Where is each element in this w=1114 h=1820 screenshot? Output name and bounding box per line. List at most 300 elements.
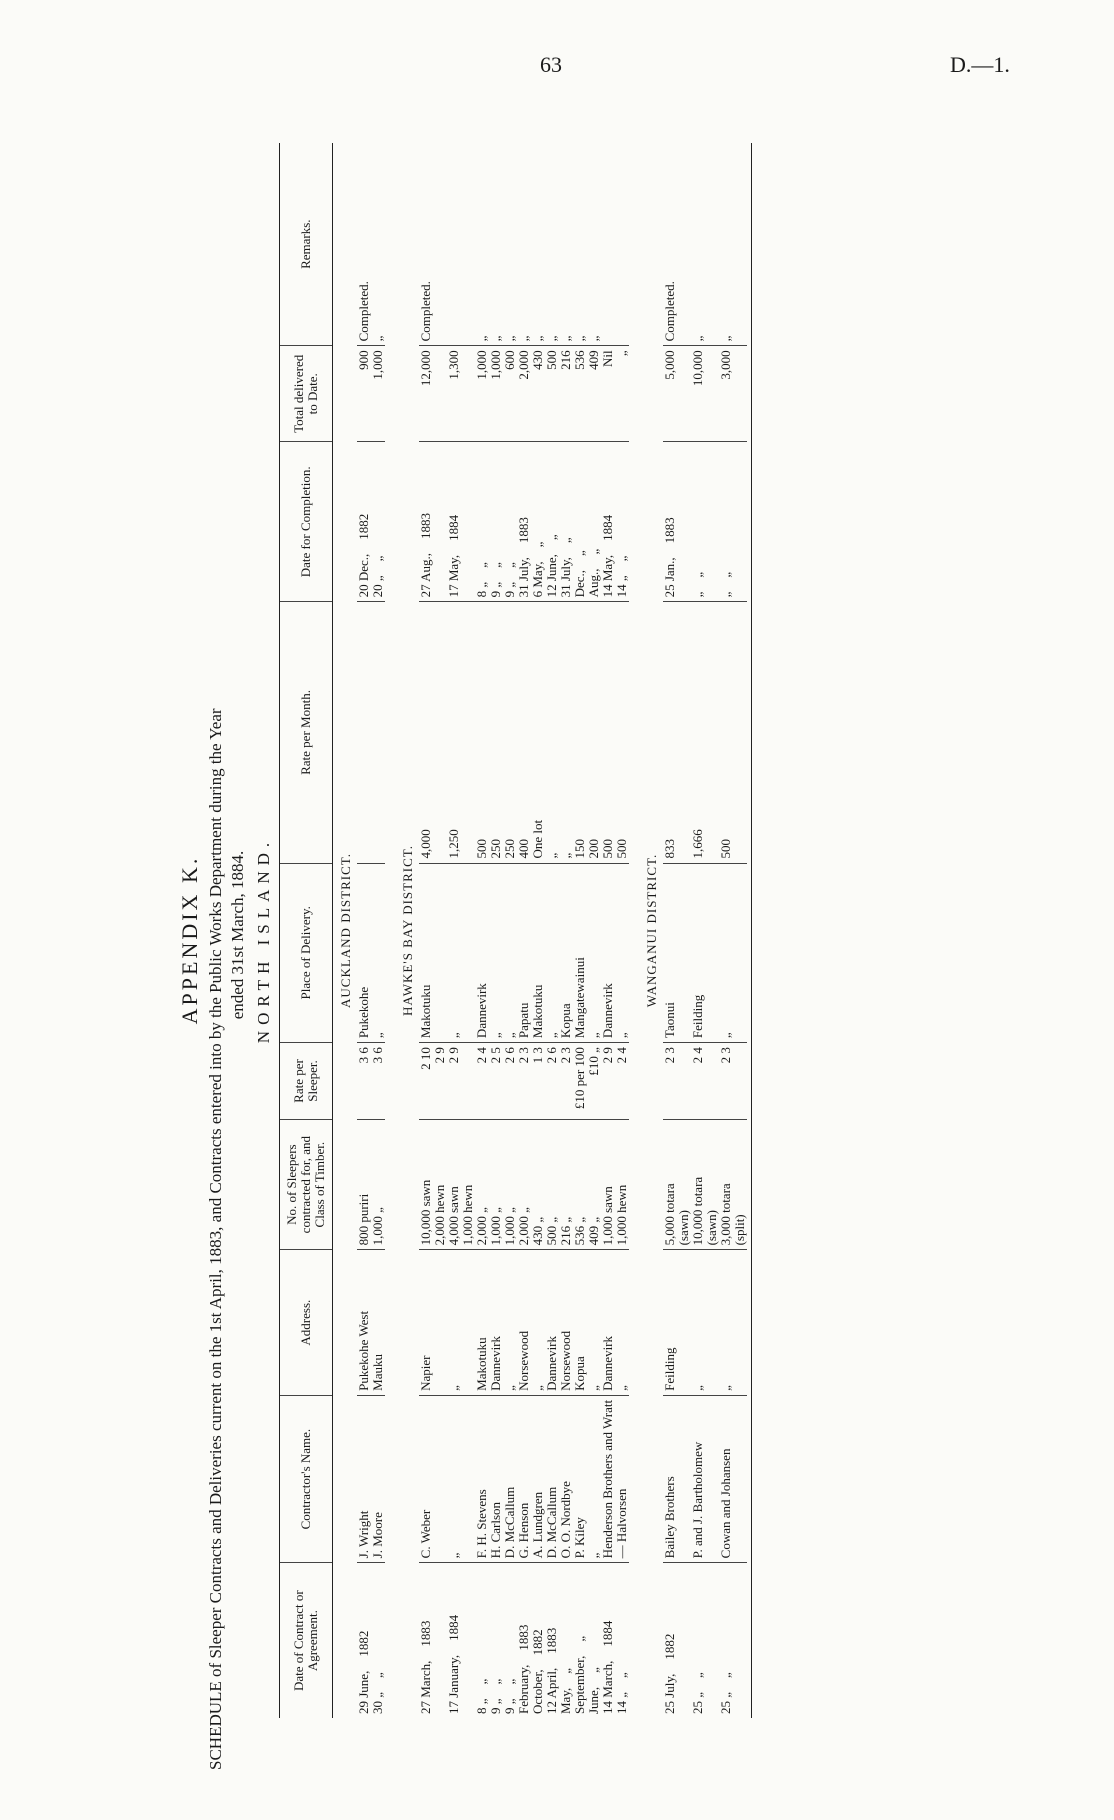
cell-completion-year: „ <box>572 550 587 556</box>
table-cell <box>531 1119 545 1250</box>
cell-rate-month: 500 <box>614 839 629 859</box>
cell-place: „ <box>370 1032 385 1039</box>
cell-sleepers: 10,000 totara <box>690 1176 705 1246</box>
table-cell <box>503 1119 517 1250</box>
cell-completion: 14 „ <box>614 575 629 598</box>
table-cell <box>587 863 601 1043</box>
table-cell <box>677 602 691 863</box>
table-cell <box>371 442 385 602</box>
table-cell <box>705 1043 719 1120</box>
table-cell <box>601 346 615 442</box>
cell-sleepers: 500 „ <box>544 1216 559 1246</box>
cell-rate: 3 6 <box>370 1047 385 1064</box>
table-cell <box>447 602 461 863</box>
table-cell <box>733 863 747 1043</box>
table-cell <box>461 442 475 602</box>
table-cell <box>559 143 573 346</box>
table-cell <box>461 863 475 1043</box>
table-cell <box>545 1119 559 1250</box>
cell-sleepers: 216 „ <box>558 1216 573 1246</box>
table-cell <box>573 1563 587 1718</box>
cell-year: „ <box>370 1672 385 1678</box>
table-cell <box>475 1250 489 1395</box>
table-cell <box>719 1250 733 1395</box>
cell-year: 1883 <box>544 1627 559 1654</box>
table-row <box>517 143 531 1718</box>
table-cell <box>489 442 503 602</box>
cell-year: „ <box>690 1672 705 1678</box>
cell-rate: 2 3 <box>558 1047 573 1064</box>
district-row <box>639 143 663 1718</box>
table-cell <box>531 1395 545 1562</box>
table-row <box>573 143 587 1718</box>
table-cell <box>601 1119 615 1250</box>
table-cell <box>601 1395 615 1562</box>
table-cell <box>419 1563 433 1718</box>
table-cell <box>733 1250 747 1395</box>
table-row <box>601 143 615 1718</box>
table-row <box>705 143 719 1718</box>
cell-contractor: „ <box>586 1552 601 1559</box>
table-cell <box>419 863 433 1043</box>
cell-total: Nil <box>600 350 615 367</box>
table-row <box>461 143 475 1718</box>
table-cell <box>677 1395 691 1562</box>
table-cell <box>489 143 503 346</box>
cell-year: 1882 <box>530 1629 545 1656</box>
cell-remarks: „ <box>474 335 489 342</box>
table-cell <box>719 143 733 346</box>
table-cell <box>447 1043 461 1120</box>
cell-rate: 2 9 <box>600 1047 615 1064</box>
cell-year: „ <box>614 1672 629 1678</box>
table-cell <box>517 346 531 442</box>
table-cell <box>433 143 447 346</box>
cell-sleepers: 2,000 „ <box>516 1207 531 1246</box>
table-cell <box>461 602 475 863</box>
sleeper-contracts-table <box>279 143 752 1718</box>
cell-total: 1,000 <box>370 350 385 380</box>
table-cell <box>545 863 559 1043</box>
cell-total: 500 <box>544 350 559 370</box>
col-rate-month: Rate per Month. <box>280 602 333 863</box>
table-cell <box>489 1119 503 1250</box>
table-cell <box>559 346 573 442</box>
table-row <box>371 143 385 1718</box>
table-cell <box>503 1250 517 1395</box>
cell-sleepers: 1,000 „ <box>502 1207 517 1246</box>
cell-completion: 9 „ <box>488 581 503 598</box>
cell-rate: £10 „ <box>586 1047 601 1076</box>
cell-contractor: D. McCallum <box>544 1486 559 1559</box>
table-cell <box>705 1119 719 1250</box>
table-cell <box>371 346 385 442</box>
cell-date: 9 „ <box>502 1698 517 1714</box>
table-cell <box>559 863 573 1043</box>
cell-place: Pukekohe <box>356 986 371 1039</box>
cell-completion-year: „ <box>530 541 545 548</box>
table-cell <box>531 442 545 602</box>
table-cell <box>601 143 615 346</box>
col-remarks: Remarks. <box>280 143 333 346</box>
table-cell <box>419 1250 433 1395</box>
cell-date: September, <box>572 1655 587 1714</box>
cell-remarks: Completed. <box>662 281 677 342</box>
cell-address: Norsewood <box>516 1330 531 1391</box>
table-cell <box>517 863 531 1043</box>
table-cell <box>503 863 517 1043</box>
cell-contractor: P. Kiley <box>572 1517 587 1559</box>
cell-contractor: Henderson Brothers and Wratt <box>600 1399 615 1559</box>
cell-completion-year: „ <box>718 571 733 578</box>
table-cell <box>545 1250 559 1395</box>
table-cell <box>447 1563 461 1718</box>
cell-address: „ <box>586 1385 601 1391</box>
table-cell <box>503 602 517 863</box>
table-cell <box>371 1563 385 1718</box>
table-cell <box>615 1043 629 1120</box>
cell-date: October, <box>530 1669 545 1714</box>
table-cell <box>677 442 691 602</box>
table-cell <box>433 1250 447 1395</box>
table-cell <box>559 1563 573 1718</box>
schedule-caption <box>205 100 249 1780</box>
cell-total: 2,000 <box>516 350 531 380</box>
table-cell <box>587 1043 601 1120</box>
cell-year: 1884 <box>600 1620 615 1647</box>
table-cell <box>433 442 447 602</box>
col-sleepers: No. of Sleepers contracted for, and Class of Timber. <box>280 1119 333 1250</box>
table-cell <box>559 1043 573 1120</box>
table-cell <box>517 1043 531 1120</box>
cell-completion-year: 1884 <box>446 514 461 541</box>
table-cell <box>573 1250 587 1395</box>
table-cell <box>489 1563 503 1718</box>
table-cell <box>691 1119 705 1250</box>
table-cell <box>419 143 433 346</box>
table-cell <box>531 1563 545 1718</box>
table-cell <box>461 1395 475 1562</box>
cell-total: 216 <box>558 350 573 370</box>
cell-place: Dannevirk <box>600 983 615 1039</box>
cell-address: Kopua <box>572 1356 587 1391</box>
cell-remarks: „ <box>488 335 503 342</box>
table-cell <box>719 1395 733 1562</box>
table-cell <box>503 1043 517 1120</box>
col-rate: Rate per Sleeper. <box>280 1043 333 1120</box>
cell-date: 25 July, <box>662 1673 677 1714</box>
table-cell <box>475 602 489 863</box>
table-cell <box>433 1119 447 1250</box>
cell-address: „ <box>614 1385 629 1391</box>
cell-rate-month: 500 <box>474 839 489 859</box>
table-row <box>489 143 503 1718</box>
table-cell <box>677 863 691 1043</box>
cell-address: Dannevirk <box>488 1335 503 1391</box>
cell-total: 1,000 <box>474 350 489 380</box>
table-cell <box>615 1119 629 1250</box>
table-cell <box>531 602 545 863</box>
col-address: Address. <box>280 1250 333 1395</box>
cell-completion: 6 May, <box>530 561 545 598</box>
table-body <box>333 143 752 1718</box>
table-cell <box>601 1250 615 1395</box>
table-cell <box>531 143 545 346</box>
cell-address: „ <box>690 1385 705 1391</box>
cell-rate-month: „ <box>544 852 559 859</box>
table-cell <box>677 143 691 346</box>
cell-total: 536 <box>572 350 587 370</box>
table-cell <box>447 143 461 346</box>
table-cell <box>433 863 447 1043</box>
cell-address: Makotuku <box>474 1337 489 1391</box>
table-cell <box>663 1250 677 1395</box>
cell-date: 14 „ <box>614 1691 629 1714</box>
table-cell <box>461 1119 475 1250</box>
cell-sleepers: 1,000 sawn <box>600 1186 615 1246</box>
cell-sleepers: 430 „ <box>530 1216 545 1246</box>
cell-remarks: „ <box>516 335 531 342</box>
col-place: Place of Delivery. <box>280 863 333 1043</box>
table-cell <box>587 143 601 346</box>
cell-rate: 2 6 <box>544 1047 559 1064</box>
table-cell <box>489 1250 503 1395</box>
table-cell <box>489 1043 503 1120</box>
cell-contractor: — Halvorsen <box>614 1488 629 1559</box>
cell-completion: 20 „ <box>370 575 385 598</box>
cell-completion-year: „ <box>544 534 559 541</box>
cell-total: 409 <box>586 350 601 370</box>
cell-year: 1882 <box>662 1633 677 1660</box>
table-cell <box>419 1119 433 1250</box>
table-cell <box>663 1043 677 1120</box>
cell-completion-year: „ <box>474 562 489 568</box>
table-row <box>677 143 691 1718</box>
table-cell <box>691 863 705 1043</box>
table-row <box>447 143 461 1718</box>
table-cell <box>601 442 615 602</box>
table-cell <box>545 1395 559 1562</box>
cell-sleepers: 1,000 „ <box>370 1207 385 1246</box>
table-cell <box>719 442 733 602</box>
cell-rate-month: 500 <box>600 839 615 859</box>
table-cell <box>733 1043 747 1120</box>
table-cell <box>663 143 677 346</box>
table-cell <box>371 1119 385 1250</box>
cell-address: Feilding <box>662 1347 677 1391</box>
cell-date: 9 „ <box>488 1698 503 1714</box>
table-cell <box>475 442 489 602</box>
cell-sleepers: 4,000 sawn <box>446 1186 461 1246</box>
cell-contractor: F. H. Stevens <box>474 1489 489 1559</box>
cell-year: 1884 <box>446 1614 461 1641</box>
cell-sleepers: 1,000 hewn <box>614 1184 629 1246</box>
table-cell <box>475 1119 489 1250</box>
table-cell <box>489 863 503 1043</box>
table-row <box>531 143 545 1718</box>
table-cell <box>677 1043 691 1120</box>
cell-rate-month: 200 <box>586 839 601 859</box>
cell-completion-year: 1882 <box>356 513 371 540</box>
table-cell <box>615 143 629 346</box>
appendix-title: APPENDIX K. <box>177 855 202 1025</box>
table-cell <box>705 346 719 442</box>
cell-sleepers: (sawn) <box>676 1210 691 1246</box>
cell-address: „ <box>446 1385 461 1391</box>
table-cell <box>663 346 677 442</box>
table-cell <box>433 346 447 442</box>
cell-rate-month: 500 <box>718 839 733 859</box>
table-cell <box>559 602 573 863</box>
table-cell <box>705 143 719 346</box>
cell-contractor: Bailey Brothers <box>662 1476 677 1559</box>
table-cell <box>489 346 503 442</box>
table-row <box>615 143 629 1718</box>
cell-place: Kopua <box>558 1003 573 1039</box>
table-cell <box>475 143 489 346</box>
table-header-row <box>280 143 333 1718</box>
cell-place: „ <box>446 1032 461 1039</box>
table-cell <box>545 1563 559 1718</box>
cell-place: „ <box>614 1032 629 1039</box>
table-cell <box>517 1563 531 1718</box>
table-cell <box>517 1250 531 1395</box>
spacer-row <box>629 143 639 1718</box>
table-cell <box>357 1043 371 1120</box>
cell-sleepers: 409 „ <box>586 1216 601 1246</box>
table-cell <box>705 602 719 863</box>
table-cell <box>447 1119 461 1250</box>
table-cell <box>601 1043 615 1120</box>
cell-completion: Dec., <box>572 569 587 598</box>
spacer-cell <box>629 143 639 1718</box>
cell-year: „ <box>502 1678 517 1685</box>
table-cell <box>587 1563 601 1718</box>
table-cell <box>601 863 615 1043</box>
cell-contractor: A. Lundgren <box>530 1491 545 1559</box>
cell-rate: 2 3 <box>662 1047 677 1064</box>
table-cell <box>371 602 385 863</box>
cell-address: Dannevirk <box>544 1335 559 1391</box>
table-cell <box>503 1395 517 1562</box>
table-cell <box>719 602 733 863</box>
spacer-cell <box>747 143 752 1718</box>
table-cell <box>587 602 601 863</box>
table-cell <box>461 1250 475 1395</box>
cell-place: „ <box>488 1032 503 1039</box>
table-cell <box>663 602 677 863</box>
table-cell <box>461 1563 475 1718</box>
cell-rate: 2 4 <box>690 1047 705 1064</box>
cell-remarks: „ <box>530 335 545 342</box>
table-cell <box>691 346 705 442</box>
table-cell <box>601 1563 615 1718</box>
cell-year: „ <box>488 1678 503 1685</box>
table-cell <box>531 863 545 1043</box>
table-cell <box>719 863 733 1043</box>
cell-contractor: H. Carlson <box>488 1501 503 1559</box>
table-cell <box>419 1395 433 1562</box>
cell-completion: 17 May, <box>446 554 461 598</box>
table-cell <box>705 1563 719 1718</box>
table-cell <box>357 1395 371 1562</box>
table-cell <box>419 602 433 863</box>
table-row <box>559 143 573 1718</box>
table-cell <box>615 863 629 1043</box>
table-cell <box>733 602 747 863</box>
cell-total: 600 <box>502 350 517 370</box>
cell-rate: £10 per 100 <box>572 1047 587 1110</box>
table-cell <box>587 442 601 602</box>
table-cell <box>433 1043 447 1120</box>
col-completion: Date for Completion. <box>280 442 333 602</box>
table-cell <box>705 1250 719 1395</box>
table-cell <box>587 1119 601 1250</box>
table-cell <box>587 346 601 442</box>
table-cell <box>517 1119 531 1250</box>
table-cell <box>559 1119 573 1250</box>
table-row <box>545 143 559 1718</box>
table-cell <box>719 1043 733 1120</box>
document-code: D.—1. <box>950 52 1010 77</box>
table-cell <box>475 346 489 442</box>
table-cell <box>705 863 719 1043</box>
cell-completion: 8 „ <box>474 581 489 598</box>
cell-completion: 25 Jan., <box>662 557 677 598</box>
table-cell <box>573 1395 587 1562</box>
table-cell <box>447 1395 461 1562</box>
table-cell <box>573 143 587 346</box>
cell-date: 17 January, <box>446 1654 461 1714</box>
cell-address: Dannevirk <box>600 1335 615 1391</box>
table-cell <box>677 1563 691 1718</box>
table-cell <box>517 602 531 863</box>
cell-contractor: J. Moore <box>370 1512 385 1559</box>
table-cell <box>545 1043 559 1120</box>
cell-rate-month: 1,250 <box>446 829 461 859</box>
cell-year: „ <box>572 1635 587 1642</box>
table-cell <box>691 1250 705 1395</box>
cell-rate-month: 400 <box>516 839 531 859</box>
cell-remarks: Completed. <box>418 281 433 342</box>
cell-address: „ <box>718 1385 733 1391</box>
cell-rate: 2 4 <box>614 1047 629 1064</box>
cell-date: 14 March, <box>600 1660 615 1714</box>
cell-place: Mangatewainui <box>572 957 587 1039</box>
table-cell <box>447 863 461 1043</box>
table-cell <box>357 602 371 863</box>
table-cell <box>371 863 385 1043</box>
cell-place: „ <box>586 1032 601 1039</box>
table-cell <box>357 1119 371 1250</box>
table-cell <box>357 442 371 602</box>
cell-completion: 9 „ <box>502 581 517 598</box>
col-date: Date of Contract or Agreement. <box>280 1563 333 1718</box>
cell-rate-month: 150 <box>572 839 587 859</box>
table-cell <box>531 1043 545 1120</box>
table-cell <box>545 442 559 602</box>
table-cell <box>503 442 517 602</box>
table-row <box>587 143 601 1718</box>
cell-sleepers: 2,000 hewn <box>432 1184 447 1246</box>
table-cell <box>531 1250 545 1395</box>
table-cell <box>475 1043 489 1120</box>
table-cell <box>705 442 719 602</box>
cell-rate: 2 3 <box>718 1047 733 1064</box>
table-cell <box>573 1119 587 1250</box>
table-cell <box>587 1250 601 1395</box>
cell-year: 1883 <box>418 1620 433 1647</box>
